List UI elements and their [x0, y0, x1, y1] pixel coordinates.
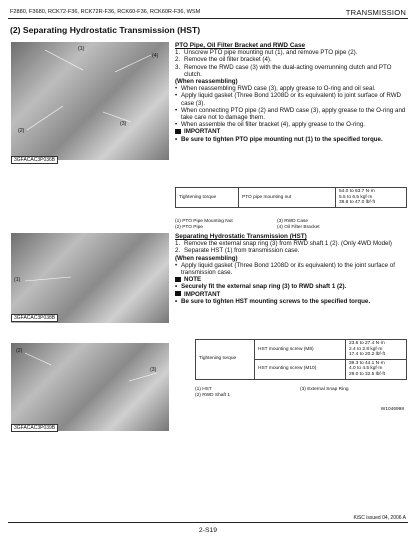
section-title: (2) Separating Hydrostatic Transmission (HST) [10, 25, 201, 35]
torque-item-m10: HST mounting screw (M10) [255, 359, 346, 379]
bullet: • Apply liquid gasket (Three Bond 1208D or its equivalent) to the joint surface of transmission case. [175, 261, 395, 277]
torque-item-m8: HST mounting screw (M8) [255, 340, 346, 360]
torque-table-2 [195, 339, 407, 380]
bullet: • When assemble the oil filter bracket (4), apply grease to the O-ring. [175, 121, 365, 129]
work-code: W1046998 [380, 407, 404, 412]
square-icon [175, 291, 181, 296]
callout-4: (4) [152, 53, 159, 59]
part1-text [175, 42, 407, 143]
important-label: IMPORTANT [175, 128, 407, 135]
photo-callout-lines [11, 42, 169, 160]
part2-heading: Separating Hydrostatic Transmission (HST) [175, 233, 307, 240]
callout-1: (1) [78, 46, 85, 52]
torque-label-2: Tightening torque [196, 340, 255, 380]
callout-snap-2: (2) [16, 348, 23, 354]
header-rule [8, 18, 408, 19]
legend-2: (1) HST (3) External Snap Ring (2) RWD Shaft 1 [195, 387, 349, 398]
note-label: NOTE [175, 276, 407, 283]
footer-rule [8, 522, 408, 523]
torque-table-1 [175, 187, 407, 208]
photo-id-3: 3GFACAC3P039B [11, 424, 58, 432]
important-text-2: • Be sure to tighten HST mounting screws to the specified torque. [175, 297, 371, 305]
torque-label: Tightening torque [176, 188, 239, 208]
bullet: • Apply liquid gasket (Three Bond 1208D or its equivalent) to joint surface of RWD case (3). [175, 92, 401, 107]
step: 1. Unscrew PTO pipe mounting nut (1), and remove PTO pipe (2). [175, 49, 358, 57]
step: 2. Remove the oil filter bracket (4). [175, 56, 272, 64]
header-models: F2880, F3680, RCK72-F36, RCK72R-F36, RCK60-F36, RCK60R-F36, WSM [10, 9, 201, 15]
square-icon [175, 129, 181, 134]
square-icon [175, 277, 181, 282]
note-text: • Securely fit the external snap ring (3) to RWD shaft 1 (2). [175, 283, 347, 291]
callout-snap-3: (3) [150, 367, 157, 373]
torque-values: 54.0 to 63.7 N·m 5.5 to 6.5 kgf·m 39.8 to 47.0 lbf·ft [336, 188, 407, 208]
photo-id-2: 3GFACAC3P038B [11, 314, 58, 322]
callout-2: (2) [18, 128, 25, 134]
legend-1: (1) PTO Pipe Mounting Nut (3) RWD Case (2) PTO Pipe (4) Oil Filter Bracket [175, 219, 320, 230]
issued-note: KiSC issued 04, 2006 A [353, 515, 406, 521]
important-label-2: IMPORTANT [175, 291, 407, 298]
callout-3: (3) [120, 121, 127, 127]
bullet: • When connecting PTO pipe (2) and RWD case (3), apply grease to the O-ring and take care not to damage them. [175, 106, 406, 122]
important-text: • Be sure to tighten PTO pipe mounting nut (1) to the specified torque. [175, 135, 383, 143]
torque-values-m8: 23.6 to 27.4 N·m 2.4 to 2.8 kgf·m 17.4 to 20.2 lbf·ft [346, 340, 407, 360]
torque-item: PTO pipe mounting nut [239, 188, 336, 208]
part2-text [175, 233, 407, 305]
photo-snap-ring [11, 343, 169, 431]
torque-values-m10: 39.3 to 44.1 N·m 4.0 to 4.5 kgf·m 29.0 to 32.5 lbf·ft [346, 359, 407, 379]
step: 1. Remove the external snap ring (3) from RWD shaft 1 (2). (Only 4WD Model) [175, 240, 392, 248]
header-section: TRANSMISSION [345, 8, 406, 17]
when-reassembling: (When reassembling) [175, 78, 238, 86]
callout-hst-1: (1) [14, 277, 21, 283]
photo-hst [11, 233, 169, 323]
bullet: • When reassembling RWD case (3), apply grease to O-ring and oil seal. [175, 85, 376, 93]
photo-pto-pipe [11, 42, 169, 160]
step: 3. Remove the RWD case (3) with the dual-acting overrunning clutch and PTO clutch. [175, 63, 392, 78]
photo-id-1: 3GFACAC3P036B [11, 156, 58, 164]
step: 2. Separate HST (1) from transmission case. [175, 247, 300, 255]
when-reassembling-2: (When reassembling) [175, 254, 238, 262]
page-number: 2-S19 [198, 527, 218, 534]
part1-heading: PTO Pipe, Oil Filter Bracket and RWD Case [175, 42, 306, 49]
